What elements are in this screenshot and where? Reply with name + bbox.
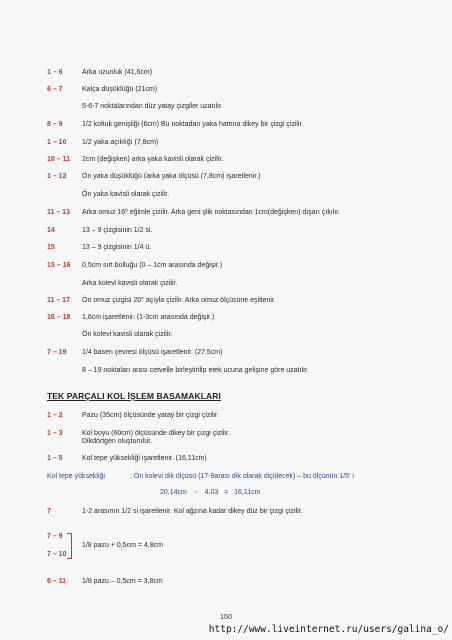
step-number: 1 – 3 [47,430,63,437]
step-number: 11 – 13 [47,209,70,216]
step-number: 1 – 5 [47,455,63,462]
step-number: 11 – 17 [47,297,70,304]
step-text: 1-2 arasının 1/2 si işaretlenir. Kol ağzına kadar dikey düz bir çizgi çizilir. [82,508,303,515]
kol-tepe-formula: 20,14cm - 4,03 = 16,11cm [160,489,261,496]
step-number: 1 – 6 [47,69,63,76]
step-number: 1 – 10 [47,139,67,146]
step-text: 13 – 9 çizgisinin 1/2 si. [82,227,153,234]
step-text: 1/2 koltuk genişliği (6cm) Bu noktadan yaka hattına dikey bir çizgi çizilir. [82,121,304,128]
kol-tepe-text: : Ön kolevi dik ölçüsü (17-9arası dik olarak ölçülecek) – bu ölçünün 1/5' i [130,473,354,480]
step-text: Kol boyu (60cm) ölçüsünde dikey bir çizgi çizilir. [82,430,230,437]
step-number: 1 – 2 [47,412,63,419]
step-number: 1 – 12 [47,173,67,180]
step-number: 7 – 10 [47,551,67,558]
step-number: 14 [47,227,55,234]
step-number: 10 – 11 [47,156,70,163]
step-text: 0,5cm sırt bolluğu (0 – 1cm arasında değişir.) [82,262,223,269]
indent-line: Ön kolevi kavisli olarak çizilir. [82,331,173,338]
kol-tepe-row [47,472,354,481]
indent-line: Ön yaka kavisli olarak çizilir. [82,191,170,198]
step-number: 15 [47,244,55,251]
watermark-url: http://www.liveinternet.ru/users/galina_o/ [208,624,449,635]
step-number: 8 – 9 [47,121,63,128]
kol-tepe-label: Kol tepe yüksekliği [47,473,105,480]
step-text: Arka omuz 16º eğimle çizilir. Arka geni şlik noktasından 1cm(değişken) dışarı çıkılır. [82,209,341,216]
step-text: 1/8 pazu – 0,5cm = 3,8cm [82,578,163,585]
step-number: 15 – 16 [47,262,71,269]
step-number: 6 – 11 [47,578,67,585]
step-text: Ön omuz çizgisi 20° açıyla çizilir. Arka omuz ölçüsüne eşitlenir. [82,297,276,304]
step-text: 1/4 basen çevresi ölçüsü işaretlenir. (27,5cm) [82,349,223,356]
step-text: Kalça düşüklüğü (21cm) [82,86,158,93]
step-number: 7 – 9 [47,533,63,540]
step-text: Arka uzunluk (41,6cm) [82,69,153,76]
indent-line: 5-6-7 noktalarından düz yatay çizgiler uzatılır. [82,103,223,110]
step-text: Pazu (35cm) ölçüsünde yatay bir çizgi çizilir. [82,412,219,419]
step-number: 6 – 7 [47,86,63,93]
step-text: 1/2 yaka açıklığı (7,8cm) [82,139,159,146]
section-heading: TEK PARÇALI KOL İŞLEM BASAMAKLARI [47,391,221,401]
bracket-mark [67,533,72,559]
step-text: 2cm (değişken) arka yaka kavisli olarak çizilir. [82,156,224,163]
step-text: 1,6cm işaretlenir. (1-3cm arasında değişir.) [82,314,215,321]
step-number: 7 [47,508,51,515]
page-number: 150 [220,614,232,621]
step-number: 16 – 18 [47,314,71,321]
step-number: 7 – 19 [47,349,67,356]
bracket-text: 1/8 pazu + 0,5cm = 4,8cm [82,542,163,549]
indent-line: Arka kolevi kavisli olarak çizilir. [82,280,178,287]
step-text: Dikdörtgen oluşturulur. [82,438,153,445]
step-text: Kol tepe yüksekliği işaretlenir. (16,11cm) [82,455,207,462]
step-text: Ön yaka düşüklüğü (arka yaka ölçüsü (7,8cm) işaretlenir.) [82,173,261,180]
indent-line: 8 – 19 noktaları arası cetvelle birleştirilip etek ucuna gelişine göre uzatılır. [82,367,309,374]
step-text: 13 – 9 çizgisinin 1/4 ü. [82,244,152,251]
